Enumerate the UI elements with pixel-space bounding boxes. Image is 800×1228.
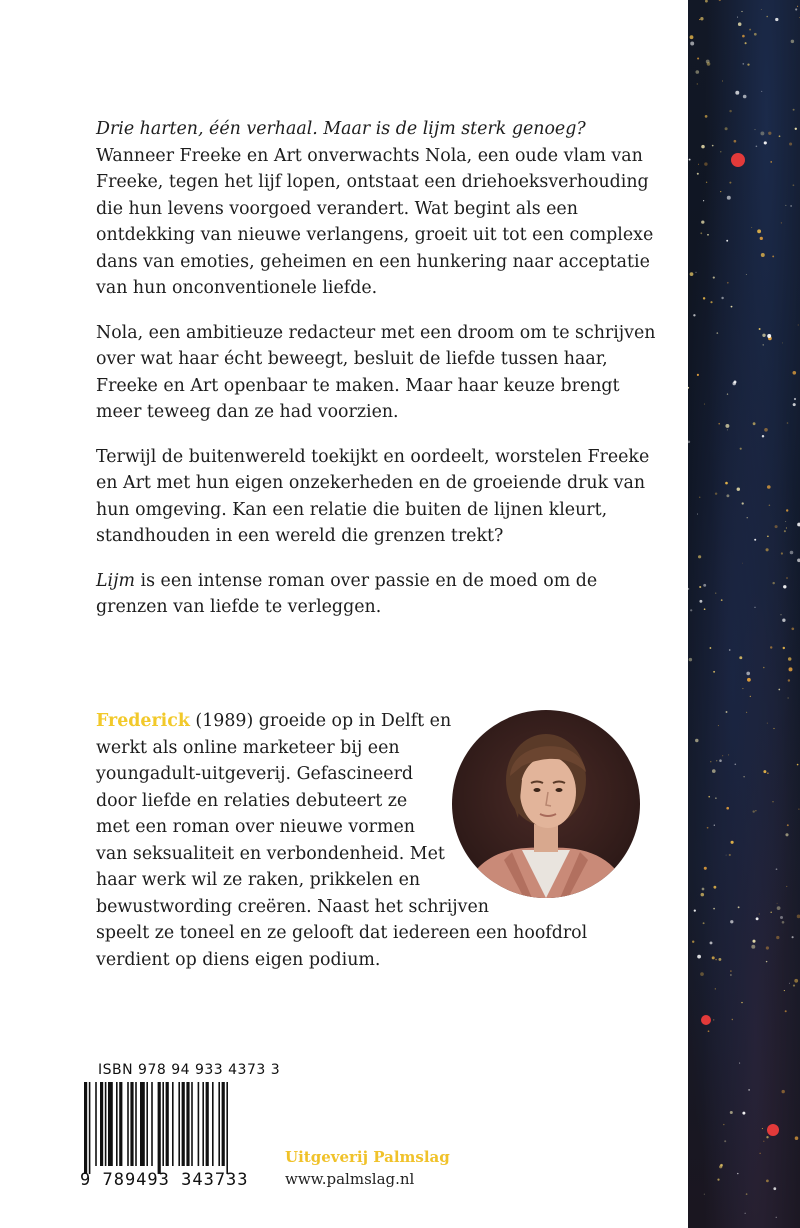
isbn-label: ISBN 978 94 933 4373 3	[98, 1062, 281, 1078]
blurb-paragraph-4	[96, 568, 656, 621]
author-portrait	[452, 710, 640, 898]
blurb-paragraph-1	[96, 116, 656, 302]
barcode-digits: 9 789493 343733	[80, 1170, 249, 1190]
blurb-paragraph-3: Terwijl de buitenwereld toekijkt en oordeelt, worstelen Freeke en Art met hun eigen onzekerheden en de groeiende druk van hun omgeving. Kan een relatie die buiten de lijnen kleurt, standhouden in een wereld die grenzen trekt?	[96, 446, 650, 546]
book-title: Lijm	[96, 570, 135, 591]
cover-spine-artwork	[688, 0, 800, 1228]
publisher-website[interactable]: www.palmslag.nl	[285, 1170, 415, 1188]
author-bio-text: (1989) groeide op in Delft en werkt als online marketeer bij een youngadult-uitgeverij. Gefascineerd door liefde en relaties debuteert ze met een roman over nieuwe vormen van seksualiteit en verbondenheid. Met haar werk wil ze raken, prikkelen en bewustwording creëren. Naast het schrijven speelt ze toneel en ze gelooft dat iedereen een hoofdrol verdient op diens eigen podium.	[96, 711, 588, 970]
tagline: Drie harten, één verhaal. Maar is de lijm sterk genoeg?	[96, 119, 586, 139]
publisher-name: Uitgeverij Palmslag	[285, 1148, 450, 1166]
blurb-paragraph-2: Nola, een ambitieuze redacteur met een droom om te schrijven over wat haar écht beweegt, besluit de liefde tussen haar, Freeke en Art openbaar te maken. Maar haar keuze brengt meer teweeg dan ze had voorzien.	[96, 322, 656, 422]
author-bio	[96, 708, 656, 973]
barcode	[82, 1082, 268, 1174]
author-name: Frederick	[96, 711, 190, 731]
blurb	[96, 116, 656, 639]
blurb-text-1: Wanneer Freeke en Art onverwachts Nola, een oude vlam van Freeke, tegen het lijf lopen, ontstaat een driehoeksverhouding die hun levens voorgoed verandert. Wat begint als een ontdekking van nieuwe verlangens, groeit uit tot een complexe dans van emoties, geheimen en een hunkering naar acceptatie van hun onconventionele liefde.	[96, 145, 654, 298]
blurb-text-4: is een intense roman over passie en de moed om de grenzen van liefde te verleggen.	[96, 570, 598, 617]
